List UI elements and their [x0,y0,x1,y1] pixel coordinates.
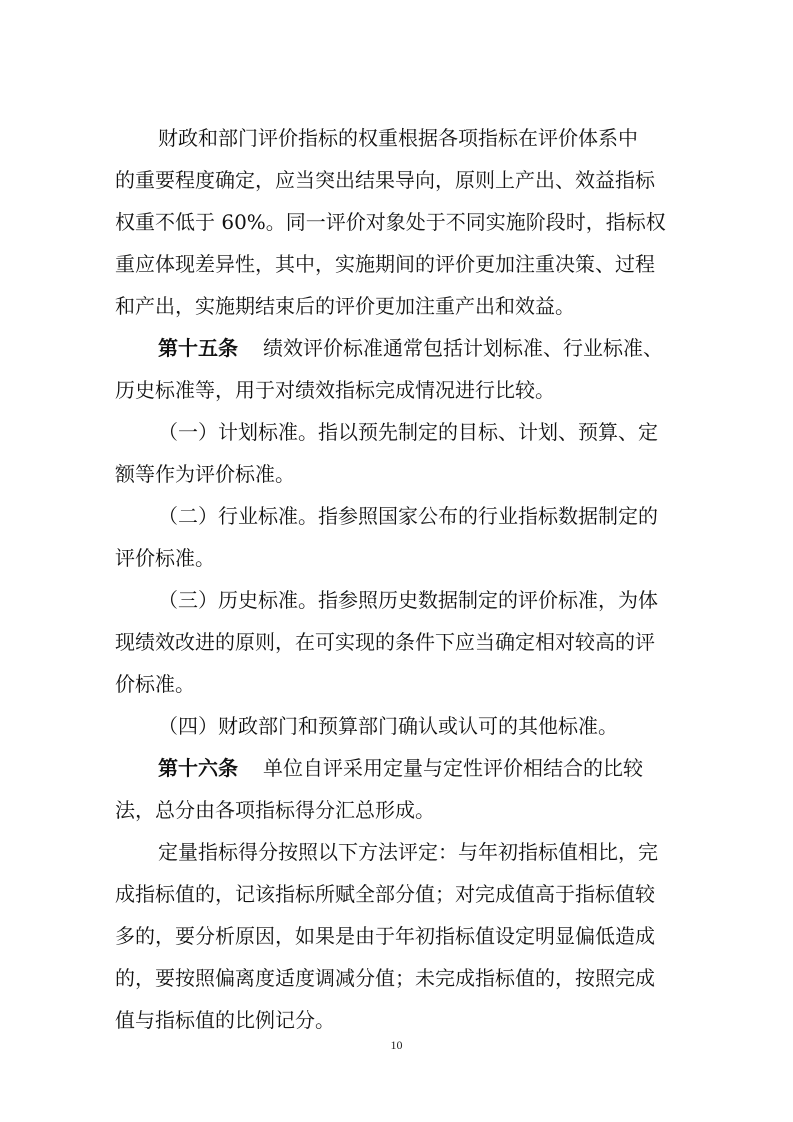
text-line: 价标准。 [115,672,195,696]
text-line: 定量指标得分按照以下方法评定：与年初指标值相比，完 [158,840,658,864]
article-heading: 第十五条 [158,336,238,360]
text-line: 第十六条 单位自评采用定量与定性评价相结合的比较 [0,748,793,788]
text-line: 和产出，实施期结束后的评价更加注重产出和效益。 [115,294,575,318]
text-line: （三）历史标准。指参照历史数据制定的评价标准，为体 [158,588,658,612]
text-line: 权重不低于 60%。同一评价对象处于不同实施阶段时，指标权 [115,210,666,234]
text-line: 成指标值的，记该指标所赋全部分值；对完成值高于指标值较 [115,882,655,906]
text-line: 值与指标值的比例记分。 [115,1008,335,1032]
text-line: 历史标准等，用于对绩效指标完成情况进行比较。 [115,378,555,402]
text-line: 重应体现差异性，其中，实施期间的评价更加注重决策、过程 [115,252,655,276]
text-line: 第十五条 绩效评价标准通常包括计划标准、行业标准、 [0,328,793,368]
text-line: 多的，要分析原因，如果是由于年初指标值设定明显偏低造成 [115,924,655,948]
article-heading: 第十六条 [158,756,238,780]
text-line: 的，要按照偏离度适度调减分值；未完成指标值的，按照完成 [115,966,655,990]
text-line: 额等作为评价标准。 [115,462,295,486]
text-line: 财政和部门评价指标的权重根据各项指标在评价体系中 [158,126,638,150]
text-line: 评价标准。 [115,546,215,570]
text-line: （四）财政部门和预算部门确认或认可的其他标准。 [158,714,618,738]
text-line: （一）计划标准。指以预先制定的目标、计划、预算、定 [158,420,658,444]
text-line: 的重要程度确定，应当突出结果导向，原则上产出、效益指标 [115,168,655,192]
text-line: 现绩效改进的原则，在可实现的条件下应当确定相对较高的评 [115,630,655,654]
text-line: （二）行业标准。指参照国家公布的行业指标数据制定的 [158,504,658,528]
page-number: 10 [390,1038,403,1052]
text-line: 法，总分由各项指标得分汇总形成。 [115,798,435,822]
